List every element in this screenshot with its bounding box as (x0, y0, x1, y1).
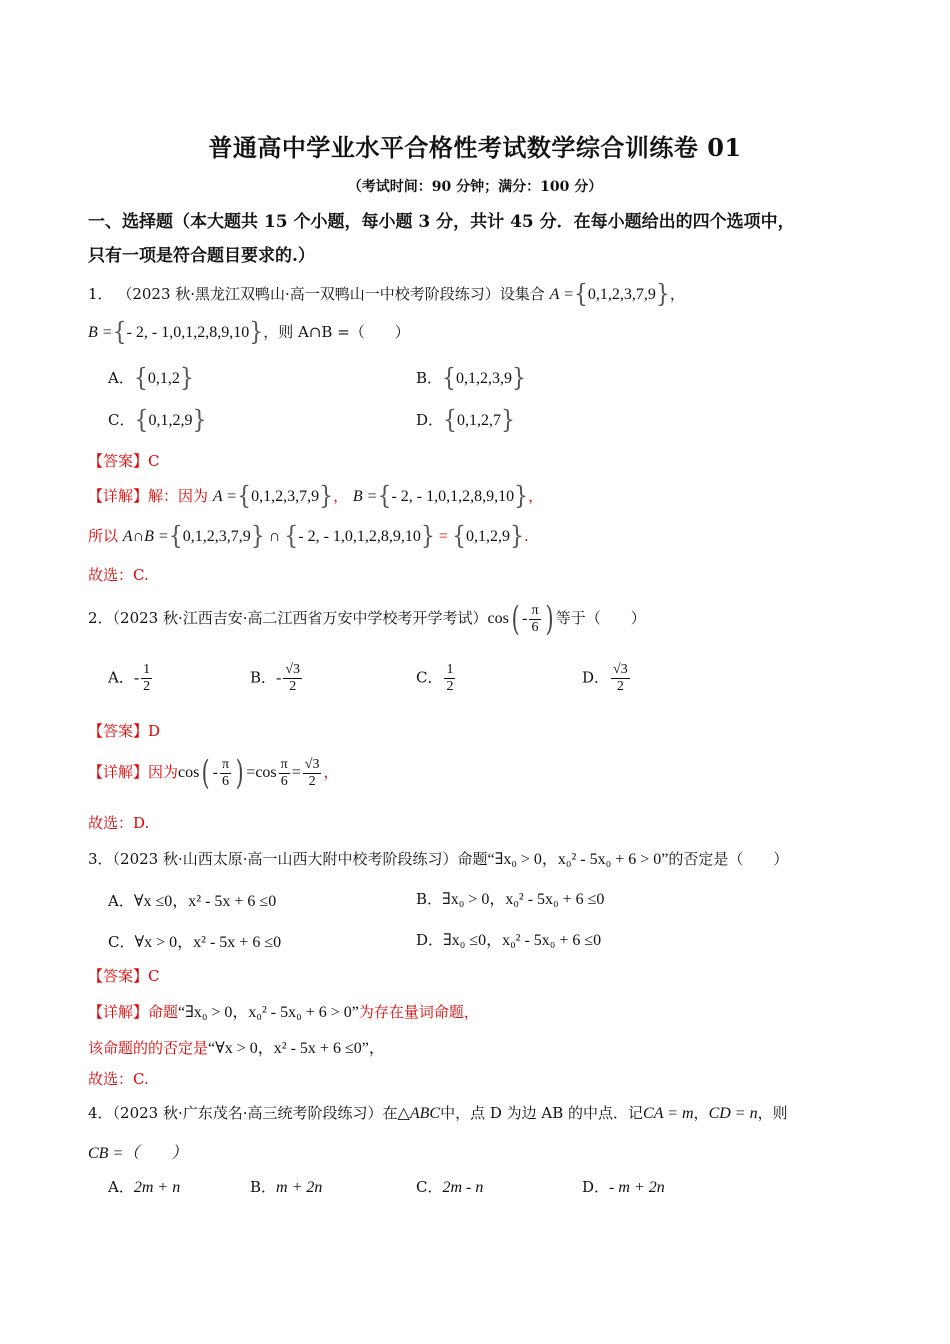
q1-option-b: B．{0,1,2,3,9} (416, 364, 527, 393)
q3-answer: 【答案】C (88, 967, 160, 985)
q1-option-a: A．{0,1,2} (108, 364, 194, 393)
question-1-stem: 1． （2023 秋·黑龙江双鸭山·高一双鸭山一中校考阶段练习）设集合 A ={0,1,2,3,7,9}， (88, 280, 685, 309)
question-4-stem-line2: CB =（ ） (88, 1145, 188, 1162)
q3-option-b: B．∃x₀ > 0，x₀² - 5x₀ + 6 ≤0 (416, 890, 605, 908)
q3-option-c: C．∀x > 0，x² - 5x + 6 ≤0 (108, 933, 282, 951)
q3-option-d: D．∃x₀ ≤0，x₀² - 5x₀ + 6 ≤0 (416, 931, 602, 949)
page-title: 普通高中学业水平合格性考试数学综合训练卷 01 (208, 133, 742, 162)
q2-option-d: D． $\frac{√3}{2}$ (582, 662, 628, 694)
question-1-stem-line2: B ={- 2, - 1,0,1,2,8,9,10}，则 A∩B =（ ） (88, 318, 410, 347)
q2-conclusion: 故选：D. (88, 814, 150, 832)
question-3-stem: 3．（2023 秋·山西太原·高一山西大附中校考阶段练习）命题“∃x₀ > 0，x₀² - 5x₀ + 6 > 0”的否定是（ ） (88, 850, 789, 868)
exam-info: （考试时间：90 分钟；满分：100 分） (347, 179, 603, 195)
q2-answer: 【答案】D (88, 722, 161, 740)
q1-answer: 【答案】C (88, 452, 160, 470)
q2-option-c: C． $\frac{1}{2}$ (416, 662, 454, 694)
q2-detail: 【详解】因为cos( - $\frac{\pi}{6}$ ) =cos $\frac{\pi}{6}$ = $\frac{√3}{2}$ ， (88, 753, 339, 793)
q1-conclusion: 故选：C. (88, 566, 149, 584)
q1-detail-line1: 【详解】解：因为 A ={0,1,2,3,7,9}， B ={- 2, - 1,0,1,2,8,9,10}， (88, 482, 544, 511)
q1-option-c: C．{0,1,2,9} (108, 406, 207, 435)
section-heading-line2: 只有一项是符合题目要求的.） (88, 246, 315, 266)
q2-option-a: A．- $\frac{1}{2}$ (108, 662, 151, 694)
q3-detail-line1: 【详解】命题“∃x₀ > 0，x₀² - 5x₀ + 6 > 0”为存在量词命题， (88, 1003, 479, 1021)
q4-option-c: C．2m - n (416, 1178, 484, 1196)
q4-option-a: A．2m + n (108, 1178, 181, 1196)
q1-option-d: D．{0,1,2,7} (416, 406, 516, 435)
q3-detail-line2: 该命题的的否定是“∀x > 0，x² - 5x + 6 ≤0”， (88, 1039, 385, 1057)
section-heading-line1: 一、选择题（本大题共 15 个小题，每小题 3 分，共计 45 分．在每小题给出的四个选项中， (88, 212, 795, 232)
question-4-stem: 4．（2023 秋·广东茂名·高三统考阶段练习）在△ABC中，点 D 为边 AB 的中点．记CA = m，CD = n，则 (88, 1104, 788, 1122)
q4-option-d: D．- m + 2n (582, 1178, 665, 1196)
q3-option-a: A．∀x ≤0，x² - 5x + 6 ≤0 (108, 892, 277, 910)
q4-option-b: B．m + 2n (250, 1178, 323, 1196)
q1-detail-line2: 所以 A∩B ={0,1,2,3,7,9} ∩ {- 2, - 1,0,1,2,8,9,10} = {0,1,2,9}. (88, 522, 529, 551)
q2-option-b: B．- $\frac{√3}{2}$ (250, 662, 301, 694)
question-2-stem: 2．（2023 秋·江西吉安·高二江西省万安中学校考开学考试）cos( - $\frac{\pi}{6}$ ) 等于（ ） (88, 599, 646, 639)
q3-conclusion: 故选：C. (88, 1070, 149, 1088)
